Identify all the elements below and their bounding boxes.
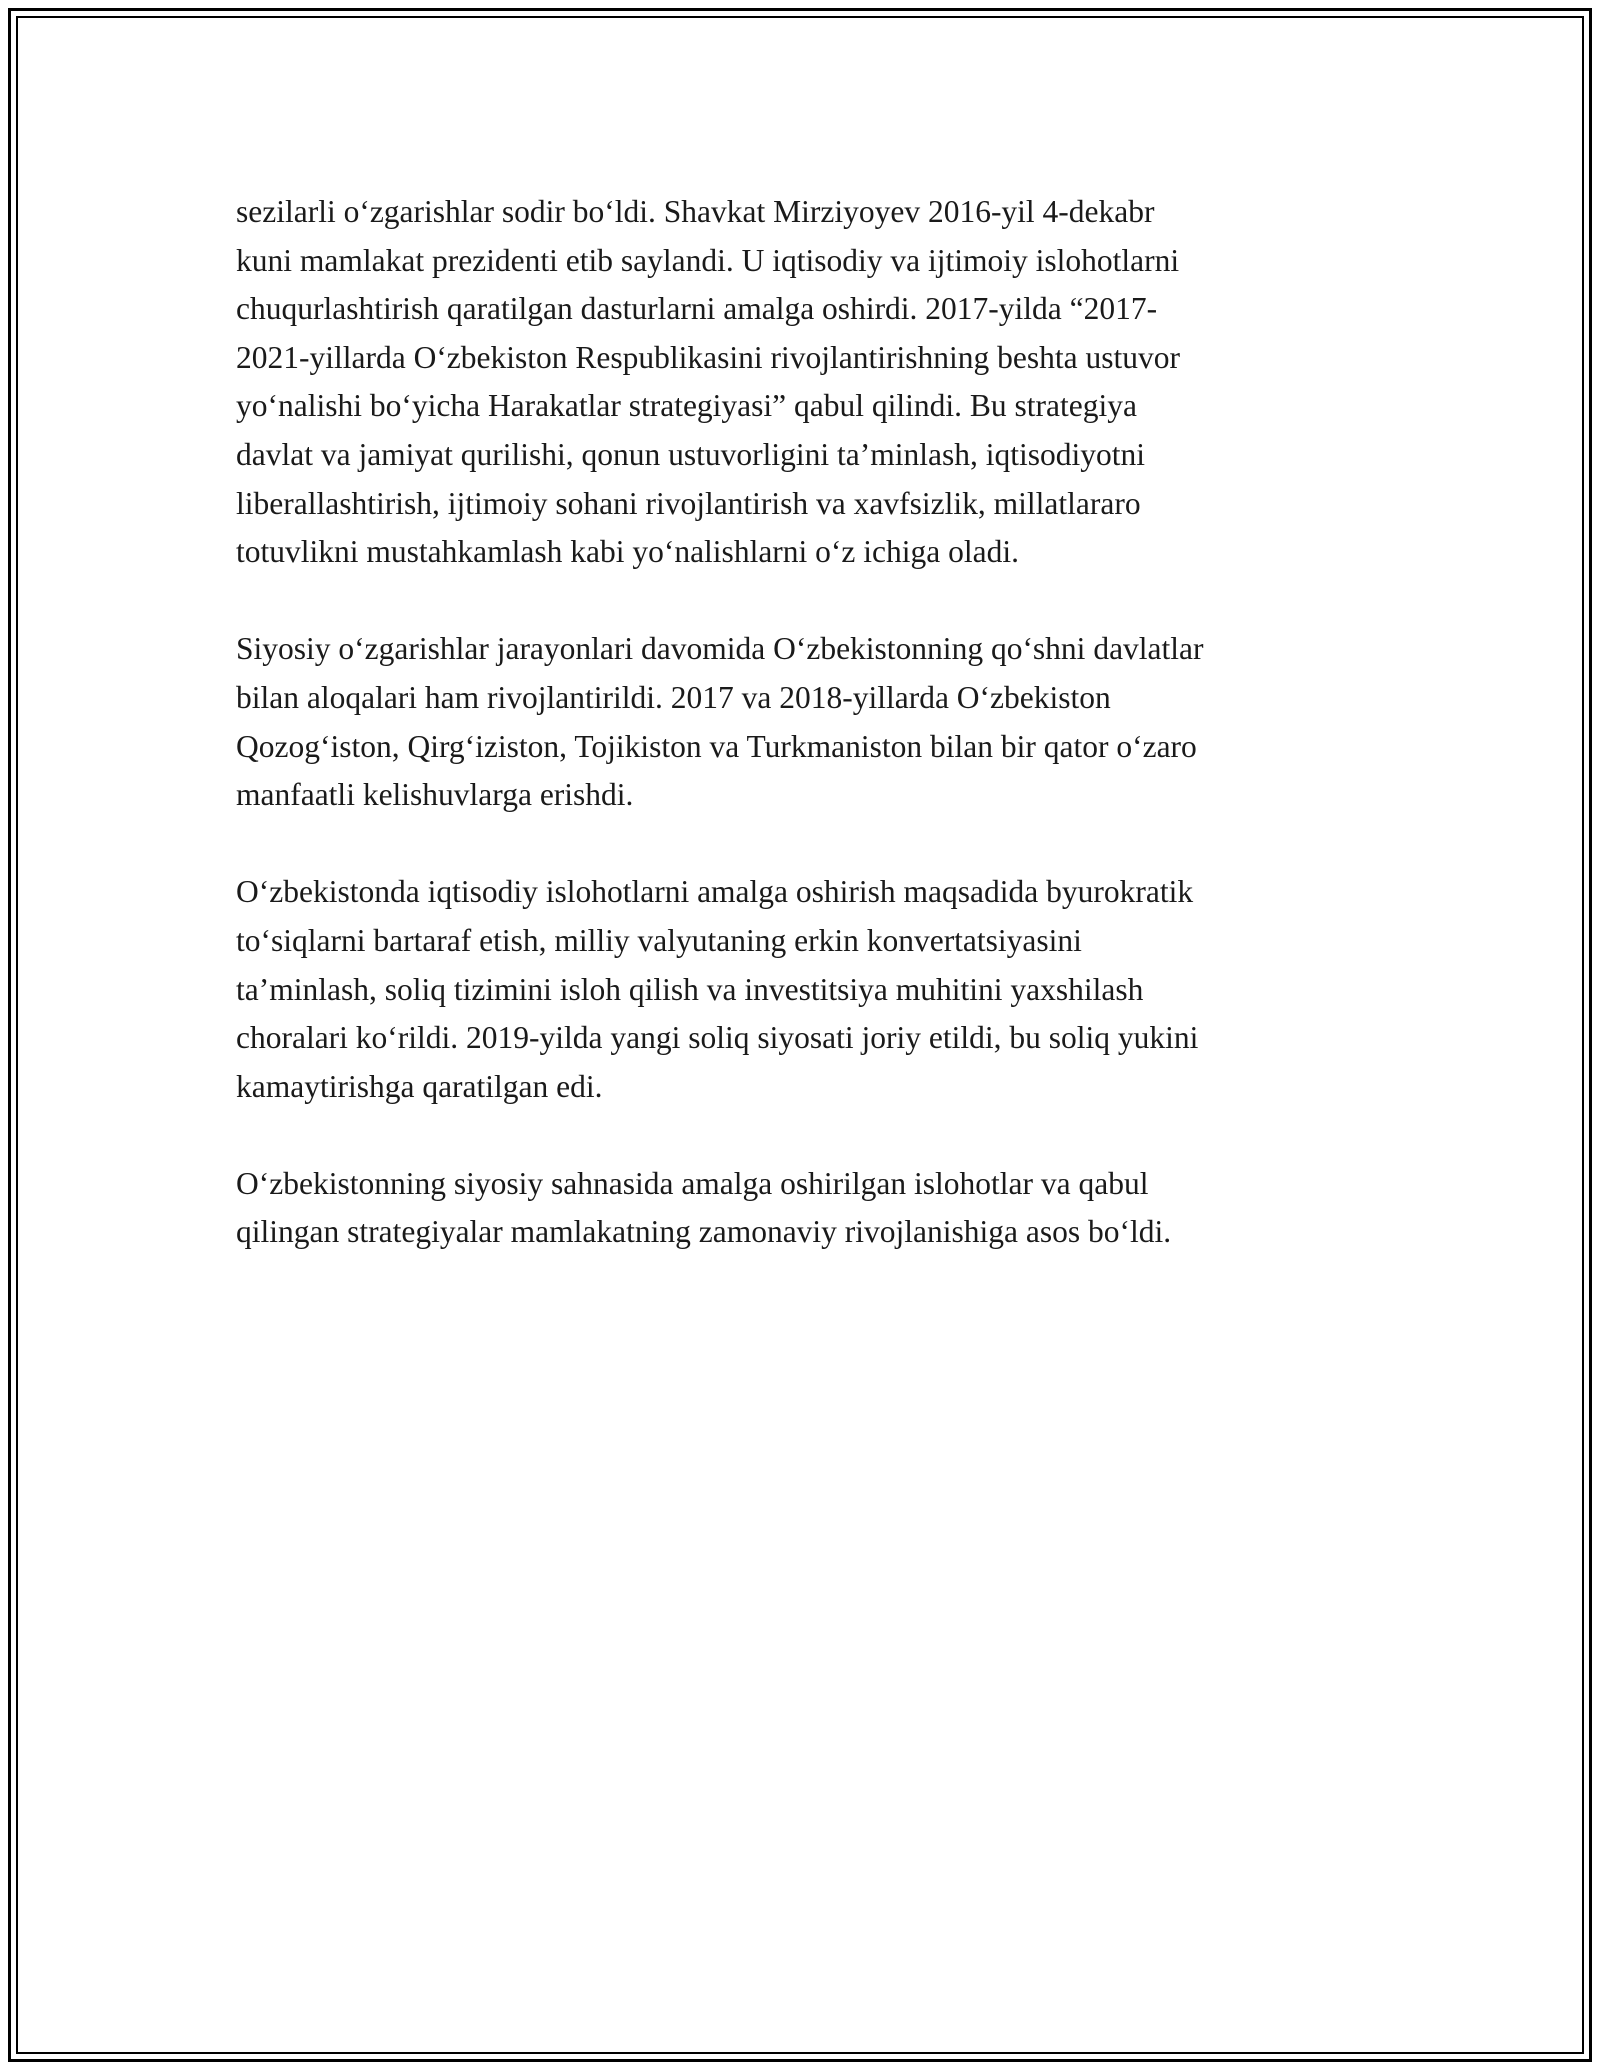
- text-line: Siyosiy o‘zgarishlar jarayonlari davomida O‘zbekistonning qo‘shni davlatlar: [236, 631, 1204, 667]
- text-line: choralari ko‘rildi. 2019-yilda yangi soliq siyosati joriy etildi, bu soliq yukini: [236, 1020, 1199, 1056]
- text-line: chuqurlashtirish qaratilgan dasturlarni amalga oshirdi. 2017-yilda “2017-: [236, 291, 1158, 327]
- document-body: [236, 188, 1366, 1257]
- text-line: davlat va jamiyat qurilishi, qonun ustuvorligini ta’minlash, iqtisodiyotni: [236, 436, 1146, 472]
- text-line: sezilarli o‘zgarishlar sodir bo‘ldi. Shavkat Mirziyoyev 2016-yil 4-dekabr: [236, 194, 1155, 229]
- text-line: manfaatli kelishuvlarga erishdi.: [236, 777, 634, 813]
- text-line: qilingan strategiyalar mamlakatning zamonaviy rivojlanishiga asos bo‘ldi.: [236, 1214, 1172, 1250]
- text-line: kamaytirishga qaratilgan edi.: [236, 1068, 603, 1104]
- text-line: bilan aloqalari ham rivojlantirildi. 2017 va 2018-yillarda O‘zbekiston: [236, 679, 1111, 715]
- text-line: totuvlikni mustahkamlash kabi yo‘nalishlarni o‘z ichiga oladi.: [236, 534, 1019, 570]
- paragraph-3: [236, 868, 1366, 1111]
- text-line: liberallashtirish, ijtimoiy sohani rivojlantirish va xavfsizlik, millatlararo: [236, 485, 1141, 521]
- text-line: O‘zbekistonning siyosiy sahnasida amalga oshirilgan islohotlar va qabul: [236, 1165, 1149, 1201]
- text-line: yo‘nalishi bo‘yicha Harakatlar strategiyasi” qabul qilindi. Bu strategiya: [236, 388, 1137, 424]
- paragraph-4: [236, 1160, 1366, 1257]
- paragraph-1: [236, 188, 1366, 577]
- text-line: Qozog‘iston, Qirg‘iziston, Tojikiston va Turkmaniston bilan bir qator o‘zaro: [236, 728, 1197, 764]
- text-line: ta’minlash, soliq tizimini isloh qilish va investitsiya muhitini yaxshilash: [236, 971, 1144, 1007]
- text-line: to‘siqlarni bartaraf etish, milliy valyutaning erkin konvertatsiyasini: [236, 922, 1082, 958]
- text-line: O‘zbekistonda iqtisodiy islohotlarni amalga oshirish maqsadida byurokratik: [236, 874, 1194, 910]
- text-line: 2021-yillarda O‘zbekiston Respublikasini rivojlantirishning beshta ustuvor: [236, 339, 1180, 375]
- text-line: kuni mamlakat prezidenti etib saylandi. U iqtisodiy va ijtimoiy islohotlarni: [236, 242, 1180, 278]
- paragraph-2: [236, 625, 1366, 819]
